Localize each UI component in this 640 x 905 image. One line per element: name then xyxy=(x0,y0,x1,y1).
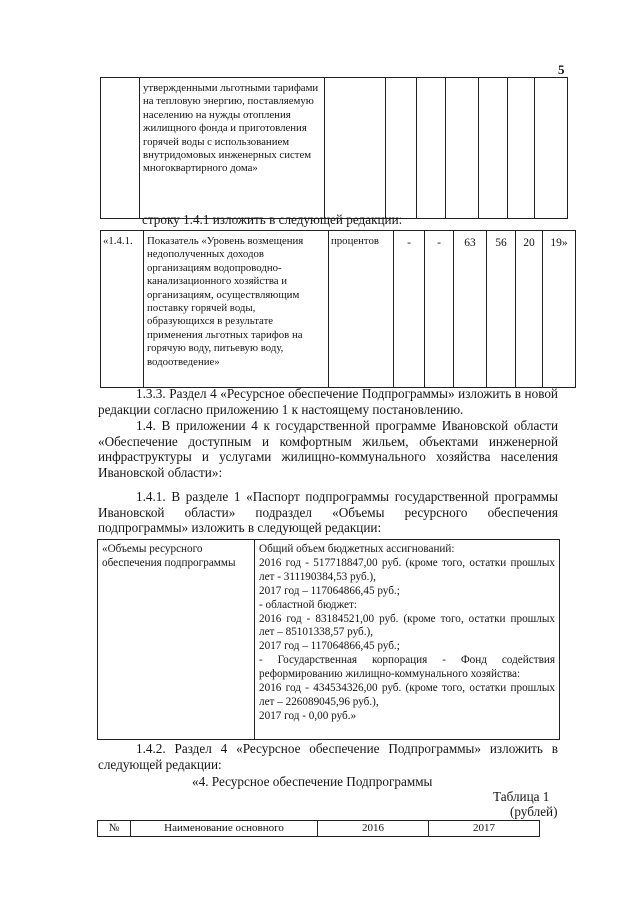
table-cell-name: утвержденными льготными тарифами на тепловую энергию, поставляемую населению на нужды отопления жилищного фонда и приготовления горячей воды с использованием внутридомовых инженерных систем многоквартирного дома» xyxy=(140,78,325,219)
passport-line: 2016 год - 83184521,00 руб. (кроме того, остатки прошлых лет – 85101338,57 руб.), xyxy=(259,612,555,639)
passport-line: 2016 год - 517718847,00 руб. (кроме того, остатки прошлых лет - 311190384,53 руб.), xyxy=(259,556,555,583)
paragraph-142: 1.4.2. Раздел 4 «Ресурсное обеспечение Подпрограммы» изложить в следующей редакции: xyxy=(98,741,558,772)
passport-line: - Государственная корпорация - Фонд содействия реформированию жилищно-коммунального хозяйства: xyxy=(259,654,555,681)
paragraph-14: 1.4. В приложении 4 к государственной программе Ивановской области «Обеспечение доступным и комфортным жильем, объектами инженерной инфраструктуры и услугами жилищно-коммунального хозяйства населения Ивановской области»: xyxy=(98,418,558,480)
table-cell-value xyxy=(508,78,535,219)
passport-line: 2016 год - 434534326,00 руб. (кроме того, остатки прошлых лет – 226089045,96 руб.), xyxy=(259,682,555,708)
passport-label: «Объемы ресурсного обеспечения подпрограммы xyxy=(98,540,255,740)
header-name: Наименование основного xyxy=(131,821,318,837)
header-2016: 2016 xyxy=(318,821,429,837)
row-141-value: 56 xyxy=(487,231,516,388)
passport-line: 2017 год – 117064866,45 руб.; xyxy=(259,584,400,597)
passport-line: Общий объем бюджетных ассигнований: xyxy=(259,543,455,555)
resource-table-header xyxy=(97,820,540,837)
passport-line: 2017 год – 117064866,45 руб.; xyxy=(259,640,400,653)
passport-content xyxy=(255,540,560,740)
table-cell-value xyxy=(417,78,446,219)
paragraph-133: 1.3.3. Раздел 4 «Ресурсное обеспечение Подпрограммы» изложить в новой редакции согласно приложению 1 к настоящему постановлению. xyxy=(98,386,558,417)
passport-line: 2017 год - 0,00 руб.» xyxy=(259,709,357,722)
table-unit: (рублей) xyxy=(510,804,558,819)
table-cell-value xyxy=(446,78,479,219)
row-141-value: - xyxy=(394,231,425,388)
header-2017: 2017 xyxy=(429,821,540,837)
table-cell-number xyxy=(101,78,140,219)
table-cell-value xyxy=(479,78,508,219)
continued-table xyxy=(100,77,568,219)
row-141-value: - xyxy=(425,231,454,388)
section-title: «4. Ресурсное обеспечение Подпрограммы xyxy=(192,774,433,789)
paragraph-141: 1.4.1. В разделе 1 «Паспорт подпрограммы государственной программы Ивановской области» подраздел «Объемы ресурсного обеспечения подпрограммы» изложить в следующей редакции: xyxy=(98,489,558,536)
instruction-141: строку 1.4.1 изложить в следующей редакции: xyxy=(142,212,403,227)
table-cell-value xyxy=(386,78,417,219)
table-cell-unit xyxy=(325,78,386,219)
row-141-value: 19» xyxy=(543,231,576,388)
table-cell-value xyxy=(535,78,568,219)
row-141-value: 20 xyxy=(516,231,543,388)
row-141-name: Показатель «Уровень возмещения недополученных доходов организациям водопроводно-канализационного хозяйства и организациям, осуществляющим поставку горячей воды, образующихся в результате применения льготных тарифов на горячую воду, питьевую воду, водоотведение» xyxy=(144,231,329,388)
passport-line: - областной бюджет: xyxy=(259,598,358,611)
passport-table xyxy=(97,539,560,740)
row-141-table xyxy=(100,230,576,388)
page-number: 5 xyxy=(558,62,565,77)
row-141-number: «1.4.1. xyxy=(101,231,144,388)
row-141-unit: процентов xyxy=(329,231,394,388)
header-number: № xyxy=(98,821,131,837)
table-label: Таблица 1 xyxy=(493,789,550,804)
row-141-value: 63 xyxy=(454,231,487,388)
